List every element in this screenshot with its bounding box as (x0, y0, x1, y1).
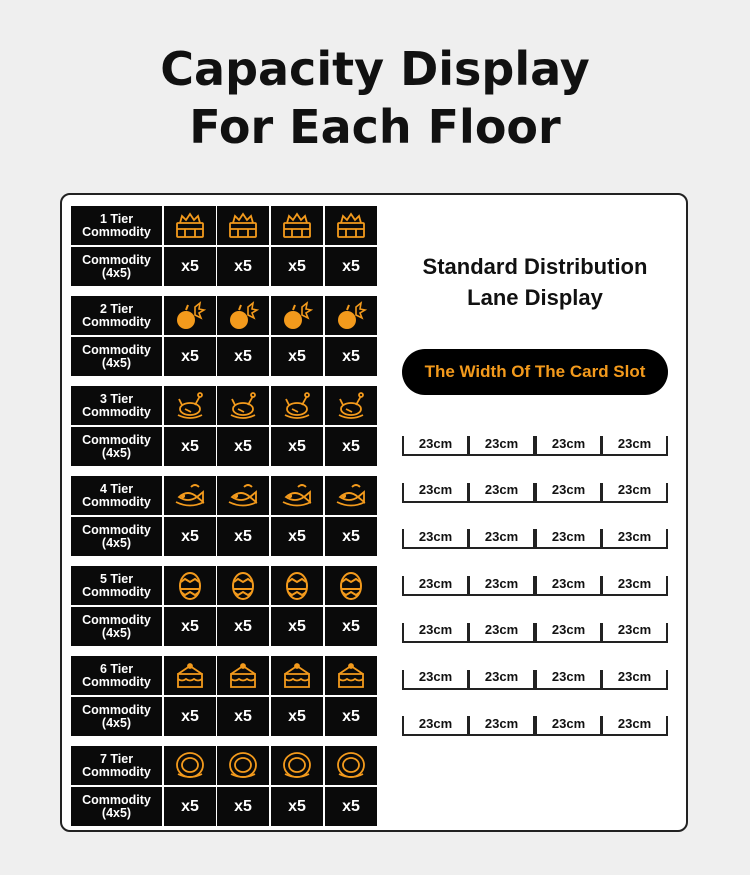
card-slot-width: 23cm (402, 712, 469, 736)
capacity-value: x5 (325, 337, 377, 376)
commodity-text: Commodity (82, 702, 151, 717)
tier-sub: Commodity (82, 314, 151, 329)
tier-commodity-label (71, 337, 162, 376)
tier-name-label (71, 296, 162, 335)
card-slot-width: 23cm (601, 525, 668, 549)
capacity-value: x5 (164, 517, 216, 556)
plate-icon (271, 746, 323, 785)
tier-block (71, 386, 379, 466)
roast-chicken-icon (271, 386, 323, 425)
capacity-value: x5 (271, 697, 323, 736)
plate-icon (325, 746, 377, 785)
tier-commodity-label (71, 607, 162, 646)
card-slot-width: 23cm (601, 572, 668, 596)
tier-name: 2 Tier (99, 301, 134, 316)
tier-name: 5 Tier (99, 571, 134, 586)
title-line-2: For Each Floor (189, 100, 561, 154)
capacity-value: x5 (217, 607, 269, 646)
commodity-size: (4x5) (101, 805, 132, 820)
card-slot-width: 23cm (468, 712, 535, 736)
card-slot-width: 23cm (535, 619, 602, 643)
tier-sub: Commodity (82, 584, 151, 599)
vegetable-basket-icon (271, 206, 323, 245)
tier-name: 7 Tier (99, 751, 134, 766)
tier-commodity-label (71, 247, 162, 286)
capacity-value: x5 (217, 517, 269, 556)
distribution-lane (402, 619, 668, 643)
card-slot-width: 23cm (535, 712, 602, 736)
distribution-lane (402, 525, 668, 549)
capacity-value: x5 (325, 787, 377, 826)
tier-block (71, 566, 379, 646)
commodity-size: (4x5) (101, 445, 132, 460)
capacity-value: x5 (325, 427, 377, 466)
capacity-panel (60, 193, 688, 832)
commodity-text: Commodity (82, 252, 151, 267)
capacity-value: x5 (217, 427, 269, 466)
fruit-icon (271, 296, 323, 335)
tier-sub: Commodity (82, 674, 151, 689)
tier-commodity-label (71, 697, 162, 736)
card-slot-width: 23cm (468, 479, 535, 503)
capacity-value: x5 (217, 787, 269, 826)
tier-name: 1 Tier (99, 211, 134, 226)
egg-icon (271, 566, 323, 605)
capacity-value: x5 (271, 337, 323, 376)
card-slot-width: 23cm (402, 525, 469, 549)
tier-sub: Commodity (82, 494, 151, 509)
card-slot-width: 23cm (468, 572, 535, 596)
distribution-lane (402, 712, 668, 736)
distribution-lane (402, 666, 668, 690)
card-slot-width: 23cm (402, 572, 469, 596)
capacity-value: x5 (325, 247, 377, 286)
card-slot-width: 23cm (601, 666, 668, 690)
distribution-line-1: Standard Distribution (422, 254, 648, 279)
capacity-value: x5 (325, 607, 377, 646)
tier-name-label (71, 386, 162, 425)
card-slot-width: 23cm (468, 432, 535, 456)
cake-icon (217, 656, 269, 695)
fish-dish-icon (217, 476, 269, 515)
distribution-lane (402, 432, 668, 456)
card-slot-width: 23cm (535, 432, 602, 456)
capacity-value: x5 (217, 247, 269, 286)
vegetable-basket-icon (325, 206, 377, 245)
vegetable-basket-icon (217, 206, 269, 245)
egg-icon (164, 566, 216, 605)
card-slot-width: 23cm (402, 432, 469, 456)
fish-dish-icon (325, 476, 377, 515)
card-slot-width: 23cm (601, 479, 668, 503)
tier-name: 6 Tier (99, 661, 134, 676)
tier-sub: Commodity (82, 764, 151, 779)
card-slot-width: 23cm (535, 479, 602, 503)
capacity-value: x5 (217, 697, 269, 736)
commodity-text: Commodity (82, 792, 151, 807)
commodity-size: (4x5) (101, 265, 132, 280)
card-slot-width: 23cm (601, 619, 668, 643)
fruit-icon (217, 296, 269, 335)
commodity-text: Commodity (82, 432, 151, 447)
vegetable-basket-icon (164, 206, 216, 245)
capacity-value: x5 (164, 247, 216, 286)
card-slot-width: 23cm (402, 479, 469, 503)
tier-block (71, 296, 379, 376)
commodity-size: (4x5) (101, 535, 132, 550)
commodity-size: (4x5) (101, 625, 132, 640)
card-slot-width: 23cm (468, 666, 535, 690)
capacity-value: x5 (271, 517, 323, 556)
roast-chicken-icon (164, 386, 216, 425)
capacity-value: x5 (271, 247, 323, 286)
roast-chicken-icon (217, 386, 269, 425)
capacity-value: x5 (217, 337, 269, 376)
egg-icon (217, 566, 269, 605)
fruit-icon (325, 296, 377, 335)
tier-name-label (71, 746, 162, 785)
capacity-value: x5 (164, 607, 216, 646)
tier-block (71, 206, 379, 286)
capacity-value: x5 (164, 337, 216, 376)
fruit-icon (164, 296, 216, 335)
capacity-value: x5 (164, 787, 216, 826)
plate-icon (164, 746, 216, 785)
tier-name-label (71, 656, 162, 695)
distribution-lane (402, 479, 668, 503)
fish-dish-icon (164, 476, 216, 515)
page-title (0, 40, 750, 156)
card-slot-width: 23cm (601, 432, 668, 456)
tier-name: 4 Tier (99, 481, 134, 496)
tier-sub: Commodity (82, 404, 151, 419)
commodity-text: Commodity (82, 342, 151, 357)
tier-block (71, 656, 379, 736)
fish-dish-icon (271, 476, 323, 515)
tier-commodity-label (71, 787, 162, 826)
card-slot-width: 23cm (535, 572, 602, 596)
card-slot-width: 23cm (535, 666, 602, 690)
tier-name-label (71, 476, 162, 515)
distribution-lane (402, 572, 668, 596)
plate-icon (217, 746, 269, 785)
capacity-value: x5 (325, 517, 377, 556)
tier-commodity-label (71, 427, 162, 466)
commodity-size: (4x5) (101, 715, 132, 730)
commodity-size: (4x5) (101, 355, 132, 370)
capacity-value: x5 (271, 607, 323, 646)
tier-commodity-label (71, 517, 162, 556)
capacity-value: x5 (271, 427, 323, 466)
tier-name-label (71, 206, 162, 245)
distribution-line-2: Lane Display (467, 285, 603, 310)
card-slot-width-badge: The Width Of The Card Slot (402, 349, 668, 395)
card-slot-width: 23cm (468, 525, 535, 549)
tier-sub: Commodity (82, 224, 151, 239)
cake-icon (164, 656, 216, 695)
tier-name: 3 Tier (99, 391, 134, 406)
cake-icon (271, 656, 323, 695)
tier-block (71, 746, 379, 826)
card-slot-width: 23cm (468, 619, 535, 643)
capacity-value: x5 (164, 697, 216, 736)
roast-chicken-icon (325, 386, 377, 425)
commodity-text: Commodity (82, 522, 151, 537)
card-slot-width: 23cm (601, 712, 668, 736)
commodity-text: Commodity (82, 612, 151, 627)
card-slot-width: 23cm (535, 525, 602, 549)
distribution-heading (392, 251, 678, 313)
card-slot-width: 23cm (402, 619, 469, 643)
egg-icon (325, 566, 377, 605)
capacity-value: x5 (271, 787, 323, 826)
card-slot-width: 23cm (402, 666, 469, 690)
cake-icon (325, 656, 377, 695)
capacity-value: x5 (325, 697, 377, 736)
tier-block (71, 476, 379, 556)
tier-name-label (71, 566, 162, 605)
capacity-value: x5 (164, 427, 216, 466)
title-line-1: Capacity Display (160, 42, 590, 96)
